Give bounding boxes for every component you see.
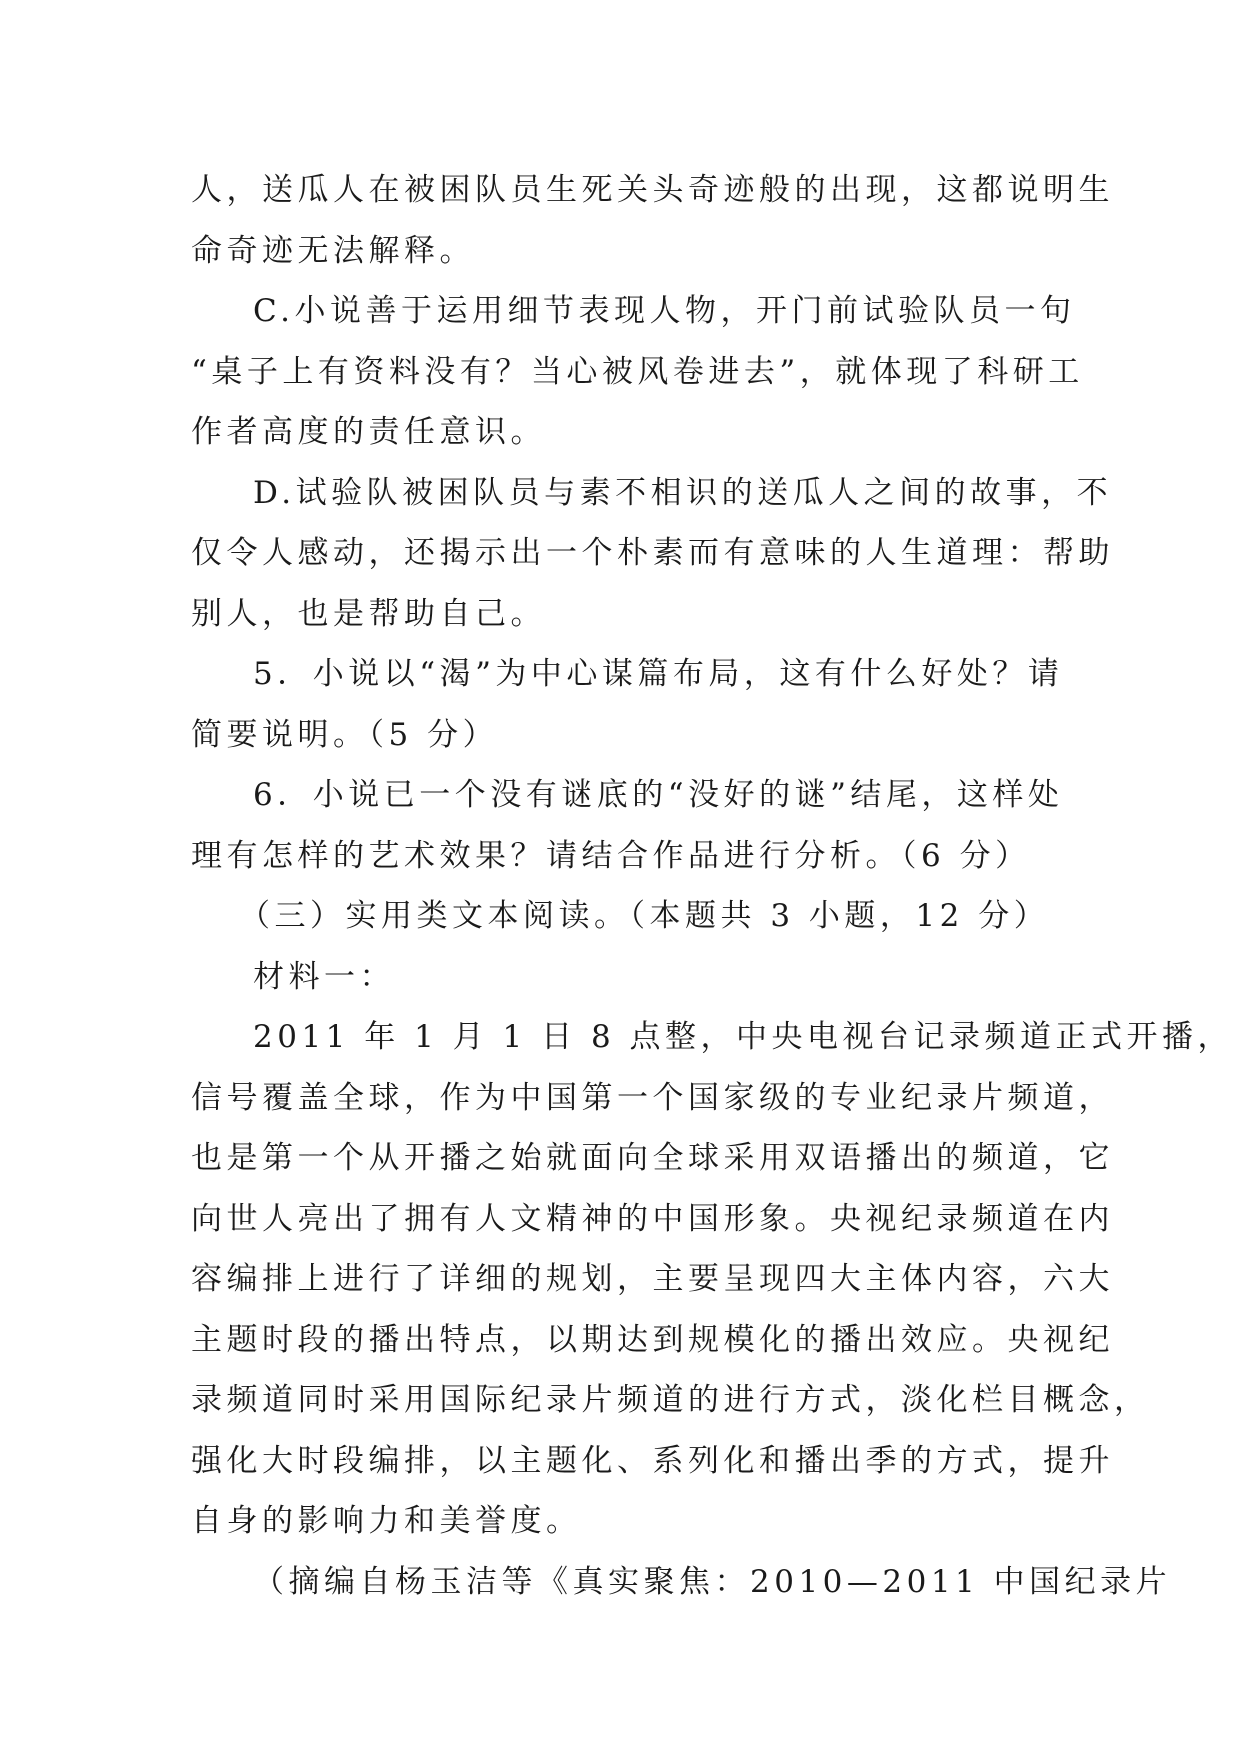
option-d-line: D.试验队被困队员与素不相识的送瓜人之间的故事，不 [253, 474, 1113, 511]
text-line: 命奇迹无法解释。 [191, 232, 475, 269]
document-body [191, 160, 1234, 1612]
source-citation: （摘编自杨玉洁等《真实聚焦：2010—2011 中国纪录片 [253, 1563, 1172, 1600]
option-c-line: C.小说善于运用细节表现人物，开门前试验队员一句 [253, 293, 1076, 329]
paragraph-line: 向世人亮出了拥有人文精神的中国形象。央视纪录频道在内 [191, 1200, 1114, 1237]
paragraph-line: 信号覆盖全球，作为中国第一个国家级的专业纪录片频道， [191, 1079, 1114, 1116]
paragraph-line: 自身的影响力和美誉度。 [191, 1503, 582, 1539]
section-heading: （三）实用类文本阅读。（本题共 3 小题，12 分） [239, 898, 1050, 934]
paragraph-line: 也是第一个从开播之始就面向全球采用双语播出的频道，它 [191, 1140, 1114, 1176]
paragraph-line: 2011 年 1 月 1 日 8 点整，中央电视台记录频道正式开播， [253, 1019, 1234, 1055]
text-line: 简要说明。（5 分） [191, 716, 499, 753]
question-6-line: 6．小说已一个没有谜底的“没好的谜”结尾，这样处 [253, 777, 1064, 813]
question-5-line: 5．小说以“渴”为中心谋篇布局，这有什么好处？请 [253, 656, 1064, 692]
text-line: “桌子上有资料没有？当心被风卷进去”，就体现了科研工 [191, 353, 1084, 390]
text-line: 仅令人感动，还揭示出一个朴素而有意味的人生道理：帮助 [191, 535, 1114, 571]
text-line: 别人，也是帮助自己。 [191, 595, 546, 632]
text-line: 人，送瓜人在被困队员生死关头奇迹般的出现，这都说明生 [191, 172, 1114, 208]
paragraph-line: 强化大时段编排，以主题化、系列化和播出季的方式，提升 [191, 1442, 1114, 1479]
paragraph-line: 容编排上进行了详细的规划，主要呈现四大主体内容，六大 [191, 1261, 1114, 1297]
paragraph-line: 录频道同时采用国际纪录片频道的进行方式，淡化栏目概念， [191, 1382, 1150, 1418]
paragraph-line: 主题时段的播出特点，以期达到规模化的播出效应。央视纪 [191, 1321, 1114, 1358]
material-label: 材料一： [253, 958, 395, 995]
text-line: 作者高度的责任意识。 [191, 414, 546, 450]
text-line: 理有怎样的艺术效果？请结合作品进行分析。（6 分） [191, 837, 1031, 874]
